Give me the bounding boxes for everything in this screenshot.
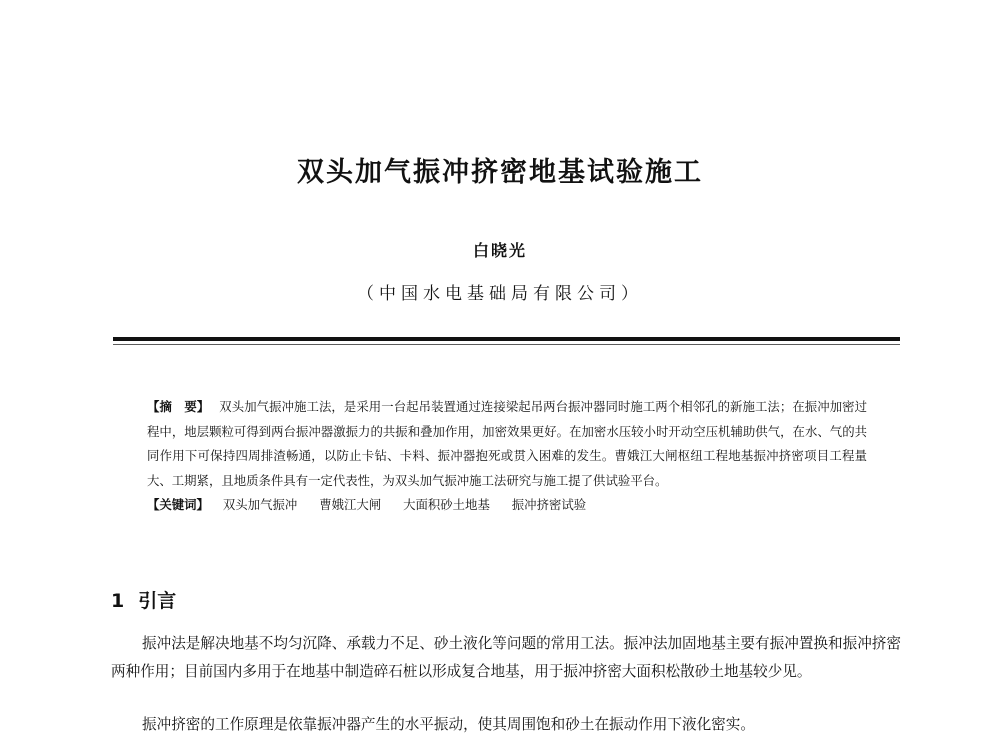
author-name: 白晓光 xyxy=(472,241,527,260)
divider-thick-line xyxy=(113,337,900,341)
keyword: 曹娥江大闸 xyxy=(319,497,382,512)
divider-thin-line xyxy=(113,344,900,345)
section-heading xyxy=(111,586,176,613)
section-title: 引言 xyxy=(138,590,177,612)
keyword: 大面积砂土地基 xyxy=(403,497,490,512)
abstract-label: 【摘 要】 xyxy=(147,399,210,414)
abstract-paragraph xyxy=(147,395,867,493)
keywords-label: 【关键词】 xyxy=(147,497,209,512)
body-paragraph-cut-off: 振冲挤密的工作原理是依靠振冲器产生的水平振动，使其周围饱和砂土在振动作用下液化密实。 xyxy=(142,716,755,733)
header-divider xyxy=(113,337,900,345)
section-number: 1 xyxy=(111,590,125,612)
keyword: 振冲挤密试验 xyxy=(511,497,587,512)
body-paragraph: 振冲法是解决地基不均匀沉降、承载力不足、砂土液化等问题的常用工法。振冲法加固地基主要有振冲置换和振冲挤密两种作用；目前国内多用于在地基中制造碎石桩以形成复合地基，用于振冲挤密大面积松散砂土地基较少见。 xyxy=(111,635,901,680)
keyword: 双头加气振冲 xyxy=(222,497,298,512)
keywords-line xyxy=(147,493,867,518)
abstract-block xyxy=(147,395,867,518)
abstract-text: 双头加气振冲施工法，是采用一台起吊装置通过连接梁起吊两台振冲器同时施工两个相邻孔的新施工法；在振冲加密过程中，地层颗粒可得到两台振冲器激振力的共振和叠加作用，加密效果更好。在加密水压较小时开动空压机辅助供气，在水、气的共同作用下可保持四周排渣畅通，以防止卡钻、卡料、振冲器抱死或贯入困难的发生。曹娥江大闸枢纽工程地基振冲挤密项目工程量大、工期紧，且地质条件具有一定代表性，为双头加气振冲施工法研究与施工提了供试验平台。 xyxy=(147,399,868,488)
paper-title: 双头加气振冲挤密地基试验施工 xyxy=(297,157,703,188)
author-affiliation: （中国水电基础局有限公司） xyxy=(357,284,643,304)
